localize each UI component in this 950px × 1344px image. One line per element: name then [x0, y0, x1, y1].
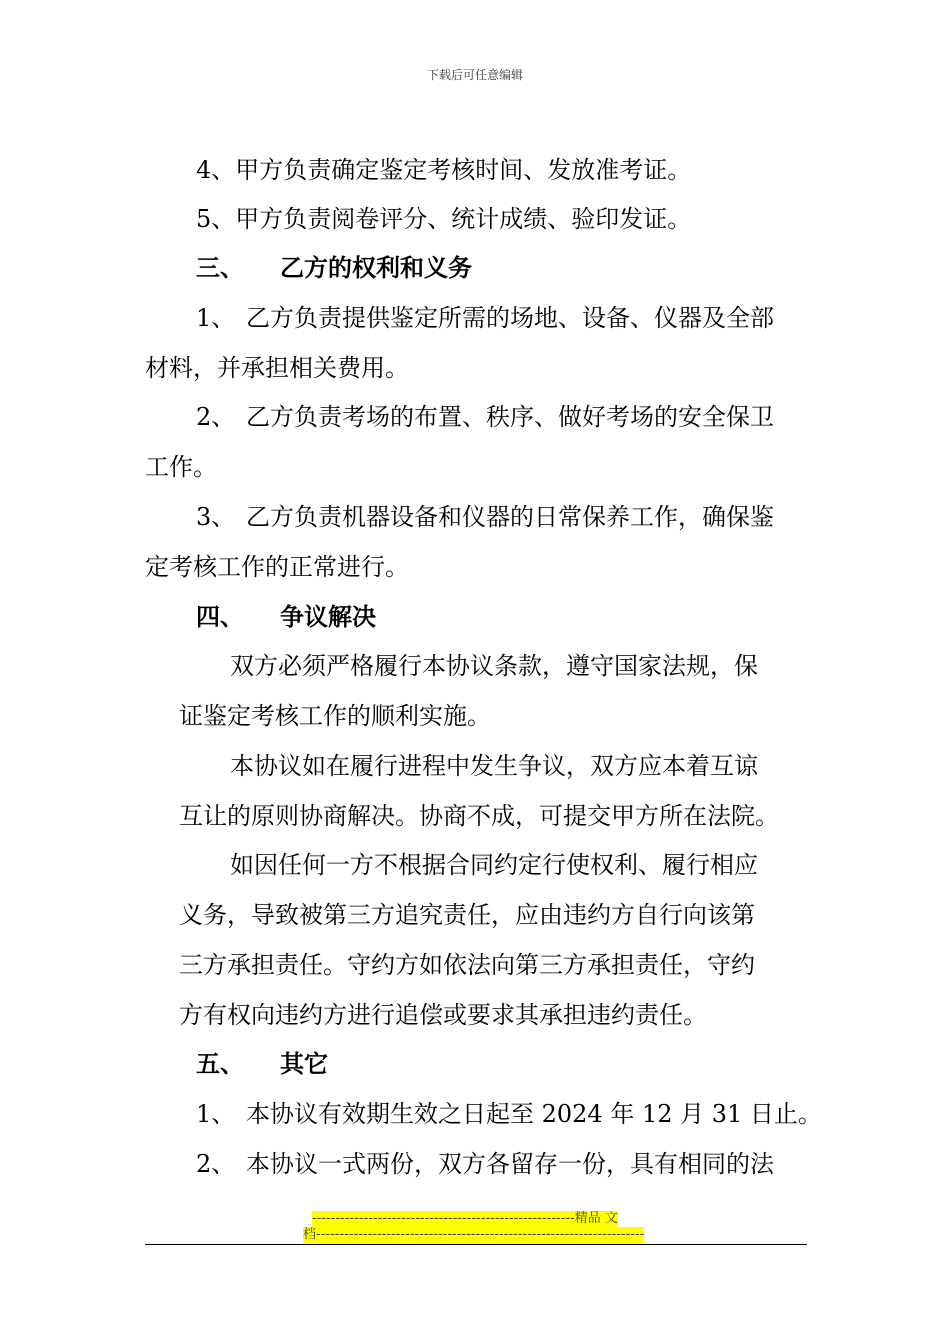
- clause-b1-text: 乙方负责提供鉴定所需的场地、设备、仪器及全部: [246, 304, 774, 332]
- clause-a5: 5、甲方负责阅卷评分、统计成绩、验印发证。: [196, 205, 692, 233]
- footer-watermark-line-2: 档----------------------------------------------------------------------: [303, 1227, 645, 1242]
- paragraph-3: 如因任何一方不根据合同约定行使权利、履行相应: [230, 851, 758, 879]
- clause-b2: [196, 402, 774, 432]
- clause-c2: [196, 1149, 774, 1179]
- clause-a4: 4、甲方负责确定鉴定考核时间、发放准考证。: [196, 156, 692, 184]
- clause-c1: [196, 1099, 822, 1129]
- paragraph-1-continued: 证鉴定考核工作的顺利实施。: [179, 702, 491, 730]
- section-4-heading: [196, 602, 376, 632]
- paragraph-1: 双方必须严格履行本协议条款，遵守国家法规，保: [230, 652, 758, 680]
- footer-divider: [145, 1244, 807, 1245]
- clause-b2-number: 2、: [196, 403, 236, 431]
- section-4-title: 争议解决: [280, 602, 376, 631]
- clause-c2-text: 本协议一式两份，双方各留存一份，具有相同的法: [246, 1150, 774, 1178]
- paragraph-2-continued: 互让的原则协商解决。协商不成，可提交甲方所在法院。: [179, 802, 779, 830]
- clause-b3: [196, 502, 774, 532]
- paragraph-3-line-4: 方有权向违约方进行追偿或要求其承担违约责任。: [179, 1001, 707, 1029]
- section-3-number: 三、: [196, 253, 244, 282]
- clause-b2-text: 乙方负责考场的布置、秩序、做好考场的安全保卫: [246, 403, 774, 431]
- clause-b3-text: 乙方负责机器设备和仪器的日常保养工作，确保鉴: [246, 503, 774, 531]
- paragraph-3-line-3: 三方承担责任。守约方如依法向第三方承担责任，守约: [179, 951, 755, 979]
- clause-b1: [196, 303, 774, 333]
- clause-c2-number: 2、: [196, 1150, 236, 1178]
- clause-b1-continued: 材料，并承担相关费用。: [145, 354, 409, 382]
- clause-b1-number: 1、: [196, 304, 236, 332]
- section-3-title: 乙方的权利和义务: [280, 253, 472, 282]
- section-5-heading: [196, 1049, 328, 1079]
- section-4-number: 四、: [196, 602, 244, 631]
- paragraph-3-line-2: 义务，导致被第三方追究责任，应由违约方自行向该第: [179, 901, 755, 929]
- clause-c1-text: 本协议有效期生效之日起至 2024 年 12 月 31 日止。: [246, 1100, 822, 1128]
- clause-b2-continued: 工作。: [145, 453, 217, 481]
- paragraph-2: 本协议如在履行进程中发生争议，双方应本着互谅: [230, 752, 758, 780]
- page-header: 下载后可任意编辑: [426, 68, 523, 82]
- clause-c1-number: 1、: [196, 1100, 236, 1128]
- section-3-heading: [196, 253, 472, 283]
- footer-watermark-line-1: --------------------------------------------------------精品 文: [312, 1211, 618, 1226]
- section-5-title: 其它: [280, 1049, 328, 1078]
- clause-b3-continued: 定考核工作的正常进行。: [145, 553, 409, 581]
- clause-b3-number: 3、: [196, 503, 236, 531]
- section-5-number: 五、: [196, 1049, 244, 1078]
